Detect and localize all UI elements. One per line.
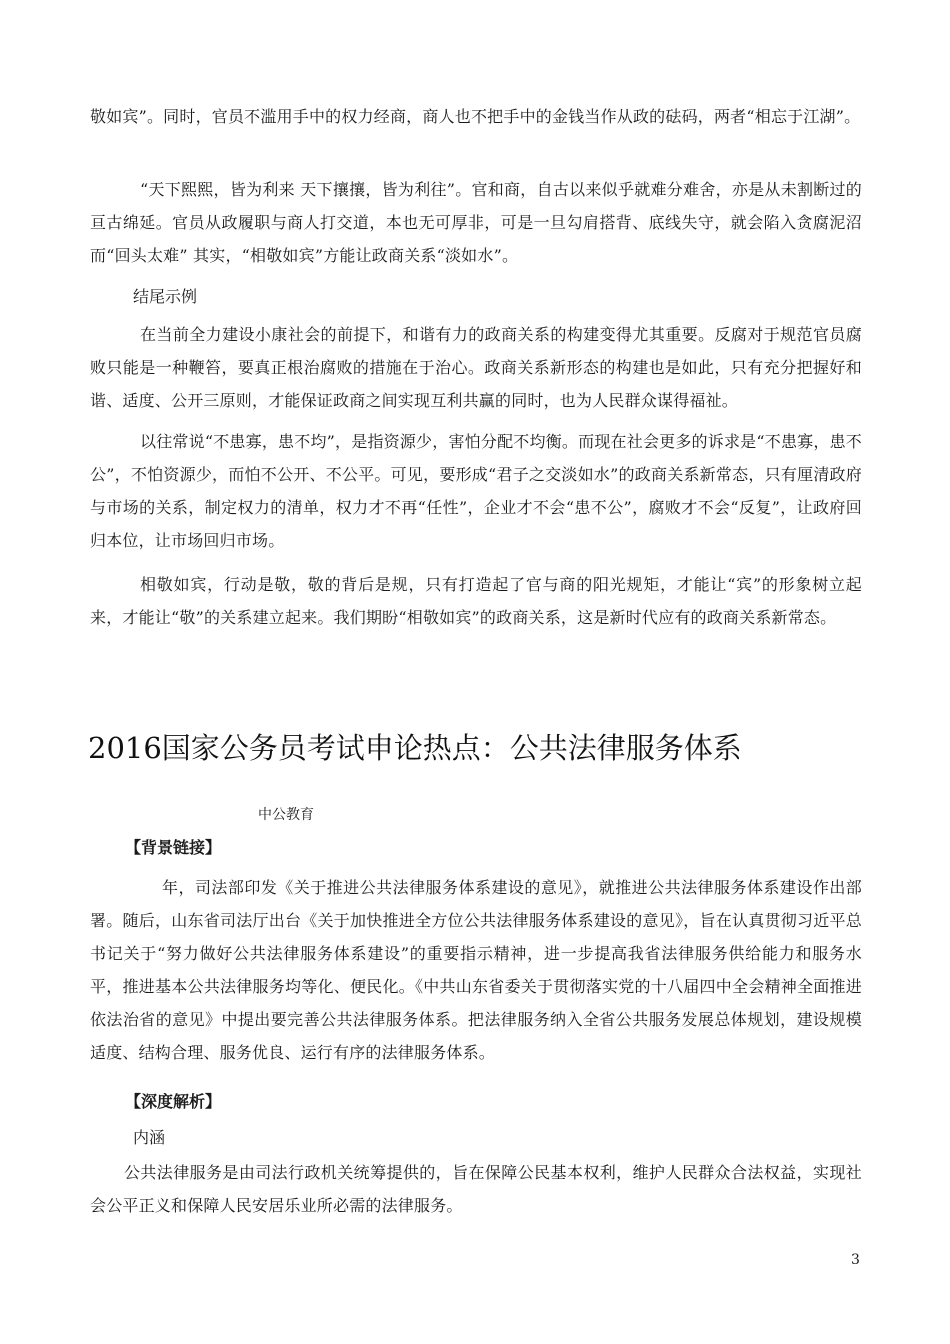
article-source: 中公教育: [258, 807, 314, 823]
page-number: 3: [851, 1252, 860, 1268]
paragraph-xiaokang: 在当前全力建设小康社会的前提下，和谐有力的政商关系的构建变得尤其重要。反腐对于规范官员腐败只能是一种鞭笞，要真正根治腐败的措施在于治心。政商关系新形态的构建也是如此，只有充分把握好和谐、适度、公开三原则，才能保证政商之间实现互利共赢的同时，也为人民群众谋得福祉。: [90, 325, 862, 410]
connotation-label: 内涵: [133, 1128, 166, 1147]
paragraph-background: 年，司法部印发《关于推进公共法律服务体系建设的意见》，就推进公共法律服务体系建设作出部署。随后，山东省司法厅出台《关于加快推进全方位公共法律服务体系建设的意见》，旨在认真贯彻习近平总书记关于“努力做好公共法律服务体系建设”的重要指示精神，进一步提高我省法律服务供给能力和服务水平，推进基本公共法律服务均等化、便民化。《中共山东省委关于贯彻落实党的十八届四中全会精神全面推进依法治省的意见》中提出要完善公共法律服务体系。把法律服务纳入全省公共服务发展总体规划，建设规模适度、结构合理、服务优良、运行有序的法律服务体系。: [90, 878, 862, 1062]
paragraph-tianxia: “天下熙熙，皆为利来 天下攘攘，皆为利往”。官和商，自古以来似乎就难分难舍，亦是从未割断过的亘古绵延。官员从政履职与商人打交道，本也无可厚非，可是一旦勾肩搭背、底线失守，就会陷入贪腐泥沼而“回头太难” 其实，“相敬如宾”方能让政商关系“淡如水”。: [90, 180, 862, 265]
background-label: 【背景链接】: [125, 838, 222, 857]
paragraph-buhuangua: 以往常说“不患寡，患不均”，是指资源少，害怕分配不均衡。而现在社会更多的诉求是“不患寡，患不公”，不怕资源少，而怕不公开、不公平。可见，要形成“君子之交淡如水”的政商关系新常态，只有厘清政府与市场的关系，制定权力的清单，权力才不再“任性”，企业才不会“患不公”，腐败才不会“反复”，让政府回归本位，让市场回归市场。: [90, 432, 862, 550]
paragraph-xiangjingrubin: 相敬如宾，行动是敬，敬的背后是规，只有打造起了官与商的阳光规矩，才能让“宾”的形象树立起来，才能让“敬”的关系建立起来。我们期盼“相敬如宾”的政商关系，这是新时代应有的政商关系新常态。: [90, 575, 862, 627]
ending-example-label: 结尾示例: [133, 287, 198, 306]
article-title: 2016国家公务员考试申论热点：公共法律服务体系: [88, 731, 742, 765]
analysis-label: 【深度解析】: [125, 1092, 222, 1111]
paragraph-connotation: 公共法律服务是由司法行政机关统筹提供的，旨在保障公民基本权利，维护人民群众合法权益，实现社会公平正义和保障人民安居乐业所必需的法律服务。: [90, 1163, 862, 1215]
paragraph-continued: 敬如宾”。同时，官员不滥用手中的权力经商，商人也不把手中的金钱当作从政的砝码，两者“相忘于江湖”。: [90, 107, 861, 126]
